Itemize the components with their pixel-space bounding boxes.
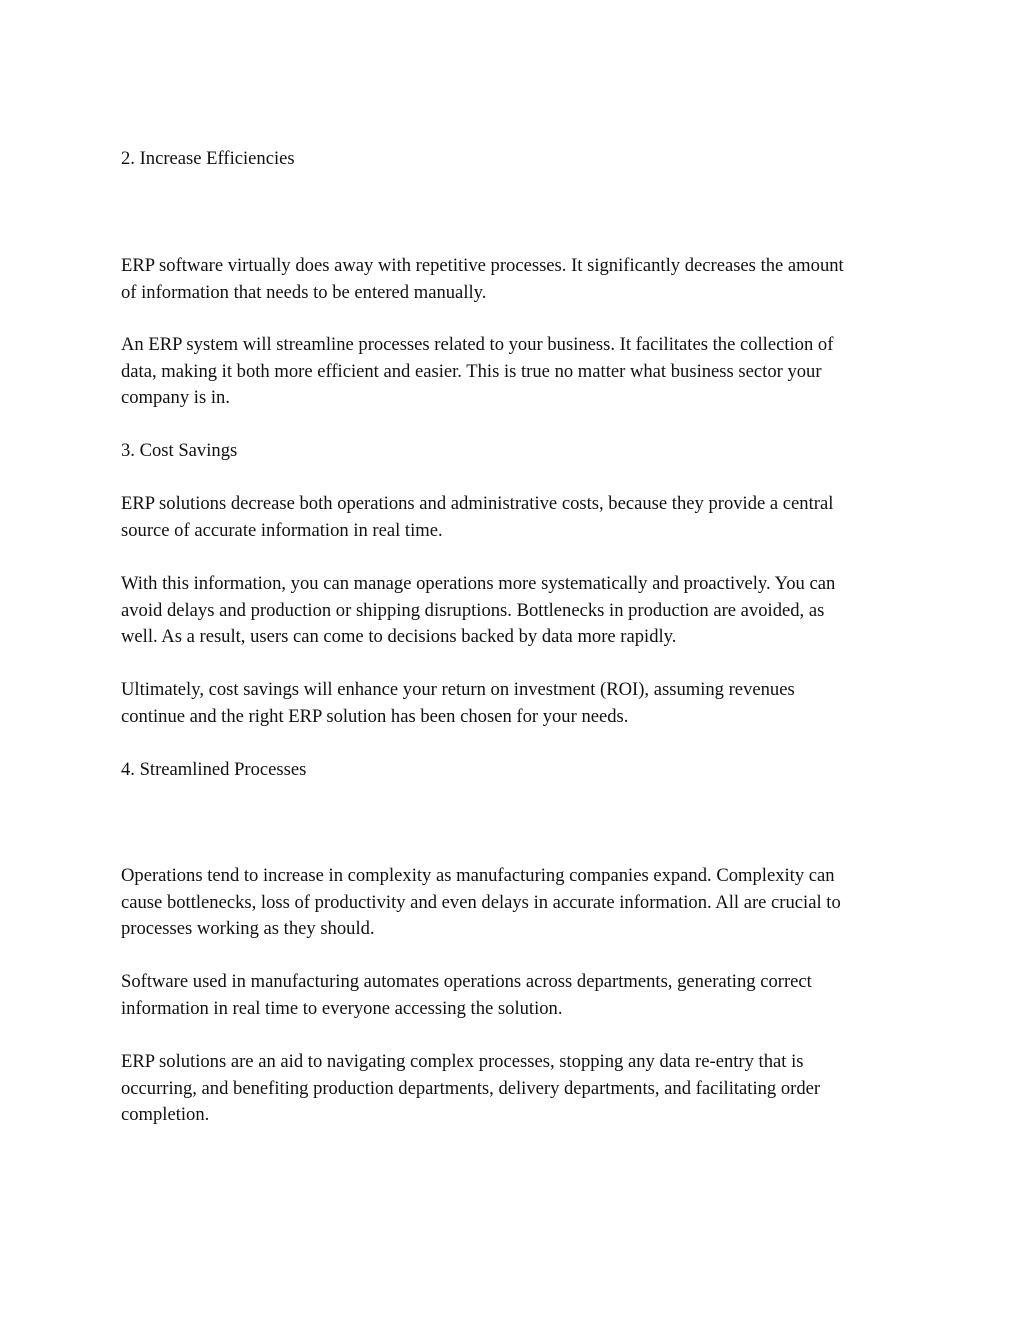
paragraph-manage-operations: With this information, you can manage operations more systematically and proactively. You can avoid delays and production or shipping disruptions. Bottlenecks in production are avoided, as well. As a result, users can come to decisions backed by data more rapidly.: [121, 573, 836, 647]
paragraph-erp-streamline: An ERP system will streamline processes related to your business. It facilitates the collection of data, making it both more efficient and easier. This is true no matter what business sector your company is in.: [121, 334, 834, 408]
paragraph-roi: Ultimately, cost savings will enhance your return on investment (ROI), assuming revenues continue and the right ERP solution has been chosen for your needs.: [121, 679, 795, 727]
section-heading-increase-efficiencies: 2. Increase Efficiencies: [121, 148, 295, 169]
paragraph-erp-repetitive-processes: ERP software virtually does away with repetitive processes. It significantly decreases the amount of information that needs to be entered manually.: [121, 255, 844, 303]
section-heading-streamlined-processes: 4. Streamlined Processes: [121, 759, 307, 780]
paragraph-complexity: Operations tend to increase in complexity as manufacturing companies expand. Complexity can cause bottlenecks, loss of productivity and even delays in accurate information. All are crucial to processes working as they should.: [121, 865, 841, 939]
paragraph-decrease-costs: ERP solutions decrease both operations and administrative costs, because they provide a central source of accurate information in real time.: [121, 493, 834, 541]
paragraph-manufacturing-software: Software used in manufacturing automates operations across departments, generating correct information in real time to everyone accessing the solution.: [121, 971, 812, 1019]
section-heading-cost-savings: 3. Cost Savings: [121, 440, 238, 461]
paragraph-erp-navigating: ERP solutions are an aid to navigating complex processes, stopping any data re-entry that is occurring, and benefiting production departments, delivery departments, and facilitating order completion.: [121, 1051, 821, 1125]
